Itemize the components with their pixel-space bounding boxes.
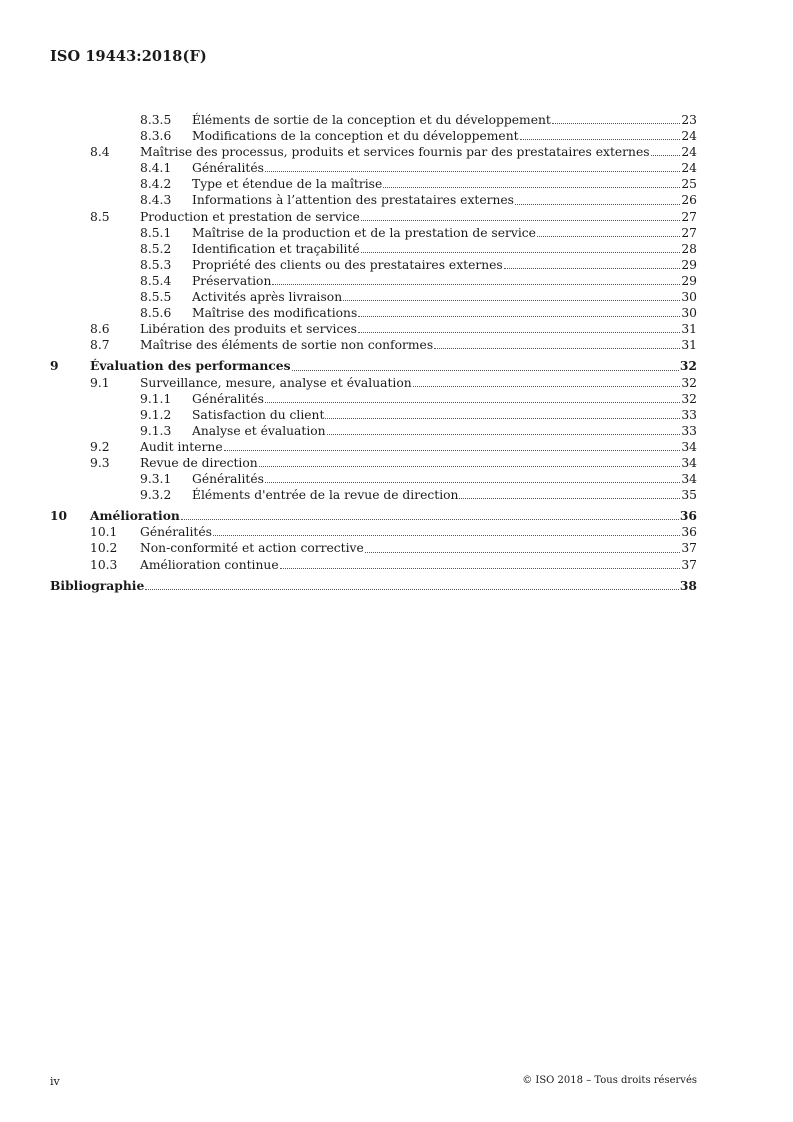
toc-entry-number: 8.5 bbox=[90, 209, 110, 224]
toc-entry-title: Préservation bbox=[192, 273, 272, 288]
toc-entry-title: Généralités bbox=[192, 161, 264, 176]
toc-dot-leader bbox=[265, 401, 680, 403]
toc-entry-number: 10.1 bbox=[90, 525, 118, 540]
toc-entry-line bbox=[140, 209, 697, 225]
toc-dot-leader bbox=[292, 369, 679, 371]
toc-dot-leader bbox=[459, 497, 680, 499]
toc-dot-leader bbox=[537, 235, 680, 237]
footer-page-number: iv bbox=[50, 1075, 60, 1088]
toc-entry-line bbox=[140, 375, 697, 391]
toc-entry[interactable] bbox=[50, 192, 697, 208]
toc-dot-leader bbox=[280, 567, 680, 569]
toc-entry-line bbox=[192, 128, 697, 144]
toc-entry[interactable] bbox=[50, 508, 697, 524]
toc-entry-line bbox=[192, 391, 697, 407]
toc-entry-title: Audit interne bbox=[140, 439, 223, 454]
toc-entry-title: Évaluation des performances bbox=[90, 358, 291, 374]
toc-entry[interactable] bbox=[50, 358, 697, 374]
toc-entry-title: Maîtrise de la production et de la prestation de service bbox=[192, 225, 536, 240]
toc-entry-title: Amélioration bbox=[90, 508, 180, 524]
toc-entry-line bbox=[192, 225, 697, 241]
toc-entry-line bbox=[192, 289, 697, 305]
toc-entry-number: 10 bbox=[50, 508, 68, 524]
toc-entry-number: 8.3.6 bbox=[140, 129, 172, 144]
toc-entry[interactable] bbox=[50, 112, 697, 128]
toc-entry-title: Maîtrise des processus, produits et services fournis par des prestataires externes bbox=[140, 145, 650, 160]
toc-dot-leader bbox=[145, 588, 679, 590]
toc-entry-line bbox=[192, 305, 697, 321]
toc-entry-title: Non-conformité et action corrective bbox=[140, 541, 364, 556]
toc-entry[interactable] bbox=[50, 128, 697, 144]
toc-entry-page: 27 bbox=[681, 209, 697, 224]
toc-dot-leader bbox=[651, 154, 680, 156]
toc-dot-leader bbox=[325, 417, 680, 419]
toc-entry[interactable] bbox=[50, 471, 697, 487]
toc-entry-page: 31 bbox=[681, 338, 697, 353]
toc-entry-line bbox=[192, 273, 697, 289]
toc-entry-page: 36 bbox=[679, 508, 697, 524]
toc-entry-line bbox=[192, 192, 697, 208]
toc-entry-line bbox=[140, 524, 697, 540]
toc-entry[interactable] bbox=[50, 375, 697, 391]
document-header: ISO 19443:2018(F) bbox=[50, 48, 207, 65]
toc-entry-line bbox=[50, 578, 697, 594]
toc-entry-number: 9.1.1 bbox=[140, 391, 172, 406]
toc-entry-page: 29 bbox=[681, 273, 697, 288]
toc-entry[interactable] bbox=[50, 487, 697, 503]
toc-entry-page: 33 bbox=[681, 423, 697, 438]
toc-dot-leader bbox=[413, 385, 680, 387]
toc-dot-leader bbox=[358, 331, 680, 333]
toc-entry-page: 30 bbox=[681, 306, 697, 321]
toc-dot-leader bbox=[361, 219, 680, 221]
toc-dot-leader bbox=[272, 283, 680, 285]
toc-entry-line bbox=[192, 471, 697, 487]
toc-entry[interactable] bbox=[50, 144, 697, 160]
toc-entry-title: Éléments de sortie de la conception et du développement bbox=[192, 113, 551, 127]
toc-entry-page: 32 bbox=[679, 358, 697, 374]
toc-entry-page: 33 bbox=[681, 407, 697, 422]
toc-entry-number: 10.2 bbox=[90, 541, 118, 556]
toc-entry-line bbox=[192, 487, 697, 503]
toc-entry-title: Libération des produits et services bbox=[140, 322, 357, 337]
toc-entry-page: 37 bbox=[681, 557, 697, 572]
toc-entry-title: Satisfaction du client bbox=[192, 407, 325, 422]
toc-dot-leader bbox=[213, 534, 680, 536]
toc-entry[interactable] bbox=[50, 455, 697, 471]
toc-entry-line bbox=[140, 557, 697, 573]
toc-dot-leader bbox=[265, 170, 680, 172]
toc-entry-title: Modifications de la conception et du développement bbox=[192, 129, 519, 144]
toc-entry-page: 24 bbox=[681, 145, 697, 160]
toc-entry-title: Activités après livraison bbox=[192, 290, 343, 305]
toc-entry-page: 34 bbox=[681, 439, 697, 454]
toc-entry-title: Généralités bbox=[192, 391, 264, 406]
toc-entry-page: 26 bbox=[681, 193, 697, 208]
footer-copyright: © ISO 2018 – Tous droits réservés bbox=[522, 1075, 697, 1086]
toc-dot-leader bbox=[383, 186, 680, 188]
toc-entry-title: Amélioration continue bbox=[140, 557, 279, 572]
toc-entry-number: 8.5.6 bbox=[140, 306, 172, 321]
toc-dot-leader bbox=[224, 449, 680, 451]
toc-entry-title: Identification et traçabilité bbox=[192, 241, 360, 256]
toc-entry-number: 8.7 bbox=[90, 338, 110, 353]
toc-entry-number: 8.4.2 bbox=[140, 177, 172, 192]
toc-entry[interactable] bbox=[50, 524, 697, 540]
toc-entry[interactable] bbox=[50, 209, 697, 225]
toc-dot-leader bbox=[343, 299, 680, 301]
toc-entry-title: Surveillance, mesure, analyse et évaluation bbox=[140, 375, 412, 390]
toc-entry-number: 8.4 bbox=[90, 145, 110, 160]
toc-entry-page: 38 bbox=[679, 577, 697, 593]
toc-entry-page: 32 bbox=[681, 375, 697, 390]
toc-entry-page: 27 bbox=[681, 225, 697, 240]
toc-entry-number: 8.6 bbox=[90, 322, 110, 337]
toc-entry-page: 32 bbox=[681, 391, 697, 406]
toc-entry-line bbox=[192, 176, 697, 192]
toc-dot-leader bbox=[504, 267, 680, 269]
toc-entry-title: Informations à l’attention des prestataires externes bbox=[192, 193, 514, 208]
toc-dot-leader bbox=[365, 551, 680, 553]
toc-entry-number: 8.5.4 bbox=[140, 273, 172, 288]
toc-entry-line bbox=[192, 112, 697, 128]
toc-entry-line bbox=[90, 358, 697, 374]
toc-entry[interactable] bbox=[50, 241, 697, 257]
toc-entry-line bbox=[140, 144, 697, 160]
toc-entry[interactable] bbox=[50, 225, 697, 241]
toc-entry-number: 8.5.1 bbox=[140, 225, 172, 240]
toc-entry-title: Analyse et évaluation bbox=[192, 423, 326, 438]
toc-entry-line bbox=[140, 455, 697, 471]
toc-entry-number: 9.3.2 bbox=[140, 488, 172, 503]
toc-entry[interactable] bbox=[50, 273, 697, 289]
toc-entry-line bbox=[140, 337, 697, 353]
toc-entry-line bbox=[192, 241, 697, 257]
toc-entry-title: Maîtrise des modifications bbox=[192, 306, 358, 321]
toc-entry-line bbox=[192, 160, 697, 176]
toc-entry[interactable] bbox=[50, 257, 697, 273]
toc-entry[interactable] bbox=[50, 305, 697, 321]
toc-entry-number: 8.5.5 bbox=[140, 290, 172, 305]
toc-entry-page: 34 bbox=[681, 472, 697, 487]
toc-entry-number: 9.3 bbox=[90, 455, 110, 470]
toc-entry-title: Propriété des clients ou des prestataires externes bbox=[192, 257, 503, 272]
toc-entry-number: 8.4.1 bbox=[140, 161, 172, 176]
toc-entry-number: 10.3 bbox=[90, 557, 118, 572]
toc-entry-page: 24 bbox=[681, 161, 697, 176]
toc-entry-number: 9.1.3 bbox=[140, 423, 172, 438]
toc-dot-leader bbox=[434, 347, 680, 349]
toc-entry-page: 34 bbox=[681, 455, 697, 470]
toc-entry-title: Production et prestation de service bbox=[140, 209, 360, 224]
toc-entry-title: Revue de direction bbox=[140, 455, 258, 470]
toc-dot-leader bbox=[552, 122, 680, 124]
toc-dot-leader bbox=[265, 481, 680, 483]
toc-entry[interactable] bbox=[50, 160, 697, 176]
toc-entry[interactable] bbox=[50, 337, 697, 353]
toc-entry-line bbox=[140, 540, 697, 556]
toc-entry-page: 35 bbox=[681, 488, 697, 503]
toc-entry-title: Bibliographie bbox=[50, 577, 145, 593]
toc-entry-number: 8.5.2 bbox=[140, 241, 172, 256]
toc-dot-leader bbox=[520, 138, 680, 140]
toc-dot-leader bbox=[181, 518, 679, 520]
toc-entry-number: 8.4.3 bbox=[140, 193, 172, 208]
toc-entry-page: 30 bbox=[681, 290, 697, 305]
toc-entry-line bbox=[140, 321, 697, 337]
toc-entry-page: 37 bbox=[681, 541, 697, 556]
toc-entry-number: 9.1.2 bbox=[140, 407, 172, 422]
toc-entry[interactable] bbox=[50, 176, 697, 192]
toc-entry-line bbox=[192, 257, 697, 273]
toc-entry-line bbox=[140, 439, 697, 455]
toc-dot-leader bbox=[361, 251, 680, 253]
toc-entry-line bbox=[90, 508, 697, 524]
table-of-contents bbox=[50, 112, 697, 594]
toc-entry-title: Généralités bbox=[140, 525, 212, 540]
toc-entry-number: 8.5.3 bbox=[140, 257, 172, 272]
toc-entry[interactable] bbox=[50, 578, 697, 594]
toc-entry-page: 28 bbox=[681, 241, 697, 256]
toc-entry-number: 9.2 bbox=[90, 439, 110, 454]
toc-dot-leader bbox=[259, 465, 680, 467]
toc-entry-number: 9.3.1 bbox=[140, 472, 172, 487]
toc-entry-number: 8.3.5 bbox=[140, 113, 172, 127]
toc-entry[interactable] bbox=[50, 557, 697, 573]
toc-entry-line bbox=[192, 407, 697, 423]
toc-entry-page: 31 bbox=[681, 322, 697, 337]
toc-dot-leader bbox=[327, 433, 680, 435]
toc-entry-page: 36 bbox=[681, 525, 697, 540]
toc-entry[interactable] bbox=[50, 540, 697, 556]
toc-entry-line bbox=[192, 423, 697, 439]
toc-entry-title: Type et étendue de la maîtrise bbox=[192, 177, 383, 192]
toc-entry-number: 9 bbox=[50, 358, 59, 374]
toc-entry-page: 24 bbox=[681, 129, 697, 144]
toc-entry-title: Maîtrise des éléments de sortie non conformes bbox=[140, 338, 434, 353]
toc-entry-page: 29 bbox=[681, 257, 697, 272]
toc-entry[interactable] bbox=[50, 423, 697, 439]
toc-entry[interactable] bbox=[50, 439, 697, 455]
toc-dot-leader bbox=[515, 203, 680, 205]
toc-entry-number: 9.1 bbox=[90, 375, 110, 390]
toc-entry[interactable] bbox=[50, 407, 697, 423]
toc-entry-page: 23 bbox=[681, 113, 697, 127]
toc-entry[interactable] bbox=[50, 391, 697, 407]
toc-dot-leader bbox=[358, 315, 680, 317]
toc-entry-page: 25 bbox=[681, 177, 697, 192]
toc-entry[interactable] bbox=[50, 321, 697, 337]
toc-entry-title: Éléments d'entrée de la revue de direction bbox=[192, 488, 459, 503]
toc-entry[interactable] bbox=[50, 289, 697, 305]
toc-entry-title: Généralités bbox=[192, 472, 264, 487]
